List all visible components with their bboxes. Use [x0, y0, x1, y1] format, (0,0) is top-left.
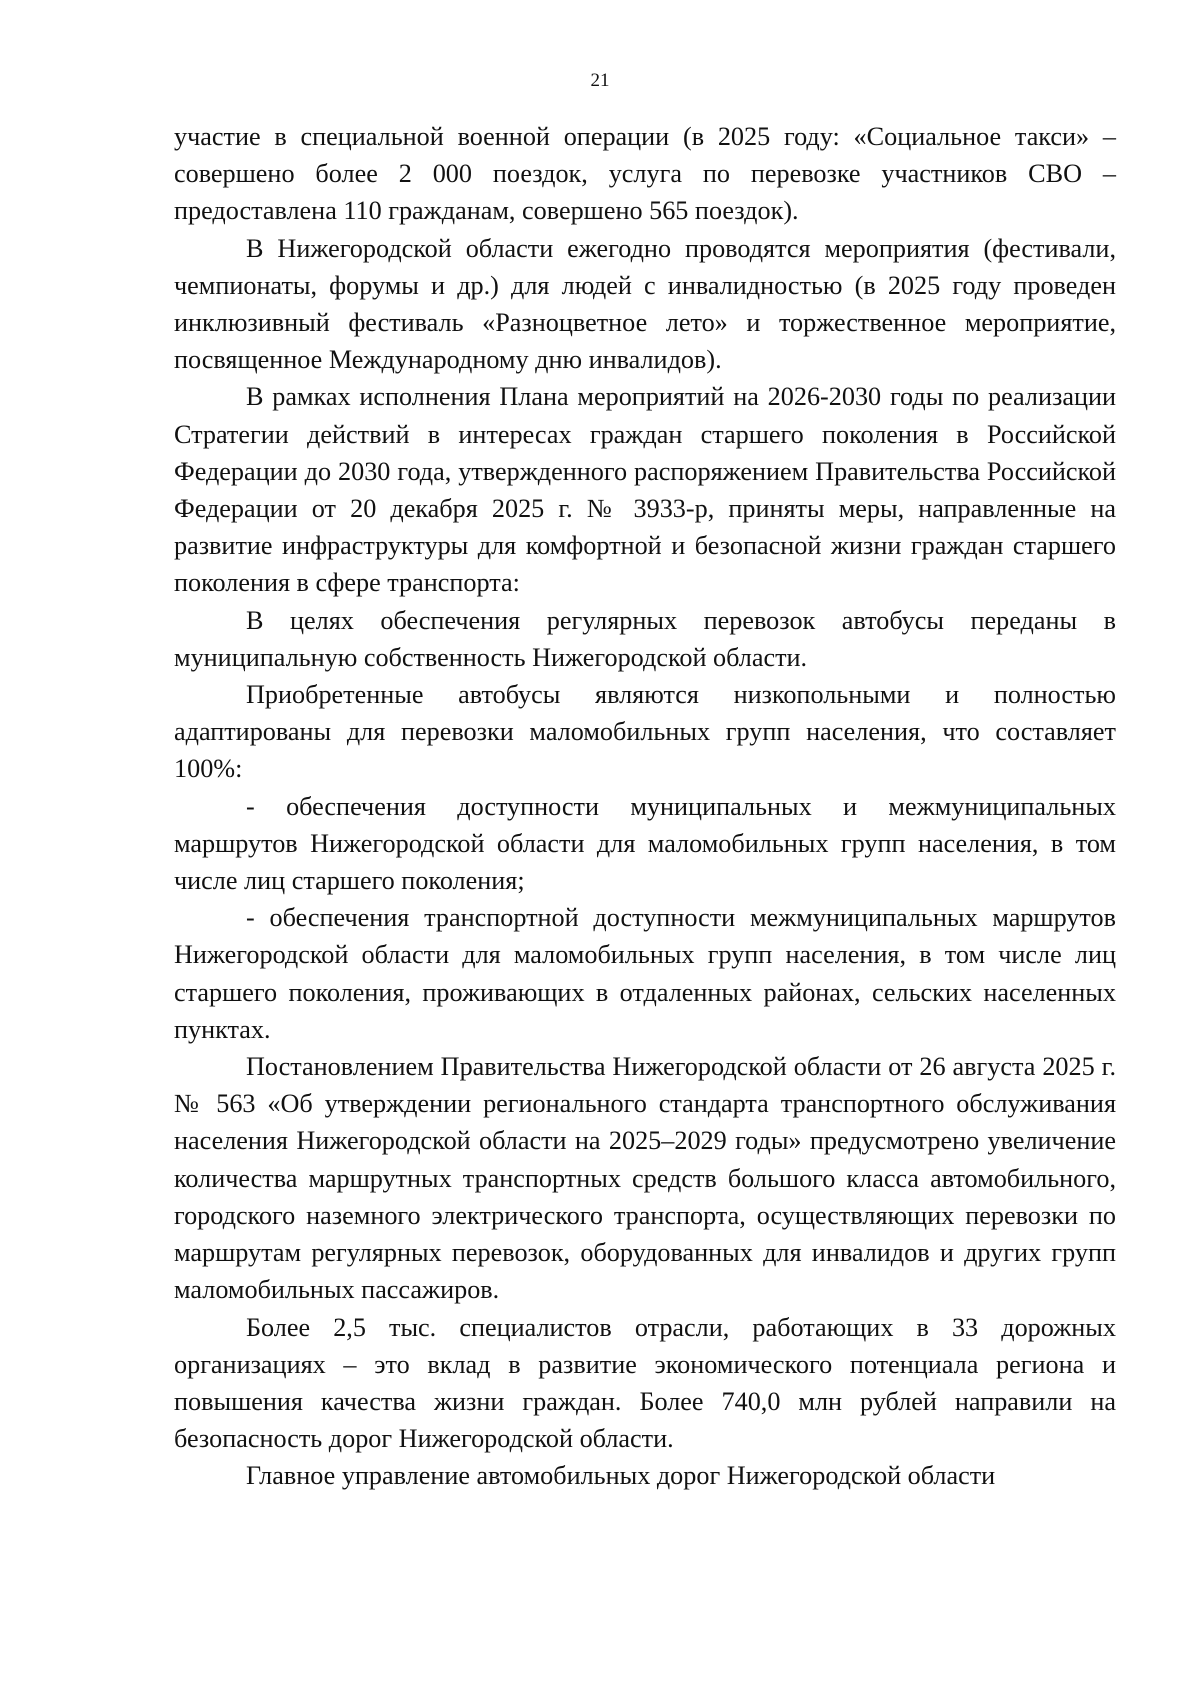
document-body	[174, 118, 1116, 1495]
paragraph-low-floor-buses: Приобретенные автобусы являются низкопольными и полностью адаптированы для перевозки маломобильных групп населения, что составляет 100%:	[174, 680, 1116, 784]
page-number: 21	[590, 70, 610, 91]
paragraph-buses-transferred: В целях обеспечения регулярных перевозок автобусы переданы в муниципальную собственность Нижегородской области.	[174, 605, 1116, 672]
list-item-transport-accessibility: - обеспечения транспортной доступности межмуниципальных маршрутов Нижегородской области для маломобильных групп населения, в том числе лиц старшего поколения, проживающих в отдаленных районах, сельских населенных пунктах.	[174, 903, 1116, 1044]
paragraph-road-administration: Главное управление автомобильных дорог Нижегородской области	[246, 1461, 996, 1491]
list-item-route-accessibility: - обеспечения доступности муниципальных и межмуниципальных маршрутов Нижегородской области для маломобильных групп населения, в том числе лиц старшего поколения;	[174, 791, 1116, 896]
paragraph-events-disabled: В Нижегородской области ежегодно проводятся мероприятия (фестивали, чемпионаты, форумы и др.) для людей с инвалидностью (в 2025 году проведен инклюзивный фестиваль «Разноцветное лето» и торжественное мероприятие, посвященное Международному дню инвалидов).	[174, 233, 1116, 375]
paragraph-road-specialists: Более 2,5 тыс. специалистов отрасли, работающих в 33 дорожных организациях – это вклад в развитие экономического потенциала региона и повышения качества жизни граждан. Более 740,0 млн рублей направили на безопасность дорог Нижегородской области.	[174, 1312, 1116, 1454]
paragraph-regional-standard: Постановлением Правительства Нижегородской области от 26 августа 2025 г. № 563 «Об утверждении регионального стандарта транспортного обслуживания населения Нижегородской области на 2025–2029 годы» предусмотрено увеличение количества маршрутных транспортных средств большого класса автомобильного, городского наземного электрического транспорта, осуществляющих перевозки по маршрутам регулярных перевозок, оборудованных для инвалидов и других групп маломобильных пассажиров.	[174, 1052, 1116, 1305]
paragraph-sfo-transport-results: участие в специальной военной операции (в 2025 году: «Социальное такси» – совершено более 2 000 поездок, услуга по перевозке участников СВО – предоставлена 110 гражданам, совершено 565 поездок).	[174, 122, 1116, 226]
paragraph-strategy-plan: В рамках исполнения Плана мероприятий на 2026-2030 годы по реализации Стратегии действий в интересах граждан старшего поколения в Российской Федерации до 2030 года, утвержденного распоряжением Правительства Российской Федерации от 20 декабря 2025 г. № 3933-р, приняты меры, направленные на развитие инфраструктуры для комфортной и безопасной жизни граждан старшего поколения в сфере транспорта:	[174, 382, 1116, 598]
